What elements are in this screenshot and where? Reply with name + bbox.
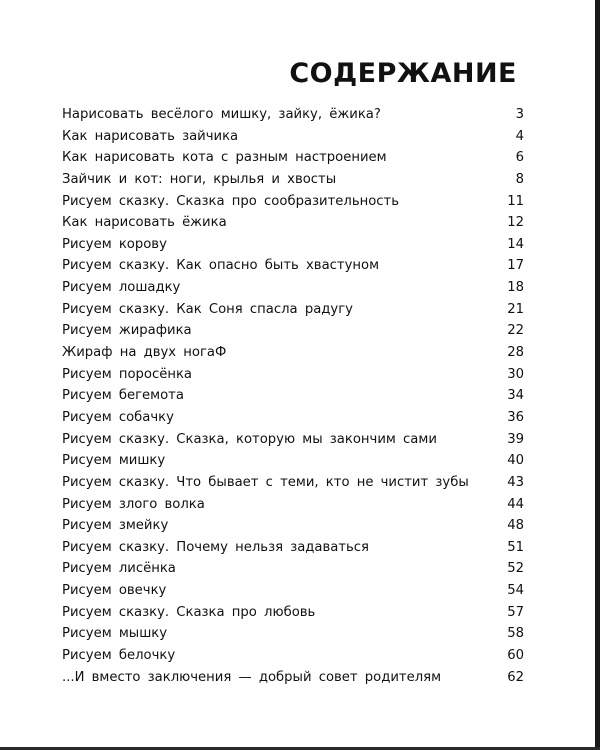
toc-entry-page-number: 28 bbox=[507, 345, 524, 361]
toc-entry-page-number: 12 bbox=[507, 215, 524, 231]
toc-entry-title: Рисуем сказку. Сказка про сообразительность bbox=[62, 193, 399, 209]
toc-entry-title: ...И вместо заключения — добрый совет родителям bbox=[62, 669, 442, 685]
toc-entry bbox=[62, 450, 524, 472]
toc-entry-title: Рисуем змейку bbox=[62, 518, 169, 534]
toc-entry-title: Рисуем сказку. Сказка про любовь bbox=[62, 604, 316, 620]
toc-entry-page-number: 30 bbox=[507, 366, 524, 382]
toc-entry bbox=[62, 147, 524, 169]
toc-entry-title: Жираф на двух ногаФ bbox=[62, 345, 227, 361]
toc-entry bbox=[62, 255, 524, 277]
toc-entry-page-number: 51 bbox=[507, 539, 524, 555]
toc-entry-title: Нарисовать весёлого мишку, зайку, ёжика? bbox=[62, 107, 381, 122]
toc-entry bbox=[62, 191, 524, 213]
toc-entry bbox=[62, 667, 524, 689]
toc-entry-page-number: 6 bbox=[515, 150, 524, 166]
toc-entry-title: Рисуем сказку. Что бывает с теми, кто не чистит зубы bbox=[62, 474, 469, 490]
toc-entry-title: Рисуем поросёнка bbox=[62, 366, 192, 382]
toc-entry bbox=[62, 277, 524, 299]
contents-heading: СОДЕРЖАНИЕ bbox=[289, 58, 517, 89]
toc-entry-title: Рисуем лошадку bbox=[62, 280, 181, 296]
toc-entry-page-number: 11 bbox=[507, 193, 524, 209]
toc-entry bbox=[62, 407, 524, 429]
toc-entry-title: Рисуем сказку. Как опасно быть хвастуном bbox=[62, 258, 380, 274]
toc-entry-title: Рисуем мышку bbox=[62, 626, 168, 642]
toc-entry bbox=[62, 580, 524, 602]
toc-entry-page-number: 54 bbox=[507, 583, 524, 599]
toc-entry bbox=[62, 234, 524, 256]
toc-entry-page-number: 4 bbox=[515, 128, 524, 144]
toc-entry-page-number: 34 bbox=[507, 388, 524, 404]
toc-entry-title: Рисуем бегемота bbox=[62, 388, 184, 404]
toc-entry-page-number: 17 bbox=[507, 258, 524, 274]
toc-entry bbox=[62, 558, 524, 580]
toc-entry bbox=[62, 126, 524, 148]
toc-entry bbox=[62, 342, 524, 364]
toc-entry-page-number: 44 bbox=[507, 496, 524, 512]
toc-entry-title: Рисуем овечку bbox=[62, 583, 167, 599]
toc-entry-page-number: 40 bbox=[507, 453, 524, 469]
toc-entry-title: Как нарисовать ёжика bbox=[62, 215, 227, 231]
toc-entry-title: Рисуем корову bbox=[62, 236, 167, 252]
toc-entry-page-number: 21 bbox=[507, 301, 524, 317]
toc-entry-title: Рисуем сказку. Как Соня спасла радугу bbox=[62, 301, 353, 317]
toc-entry bbox=[62, 472, 524, 494]
toc-entry-title: Рисуем жирафика bbox=[62, 323, 192, 339]
toc-entry bbox=[62, 385, 524, 407]
toc-entry-title: Рисуем белочку bbox=[62, 648, 176, 664]
toc-entry-title: Как нарисовать зайчика bbox=[62, 128, 239, 144]
toc-entry-page-number: 60 bbox=[507, 648, 524, 664]
toc-entry bbox=[62, 515, 524, 537]
toc-entry-title: Зайчик и кот: ноги, крылья и хвосты bbox=[62, 171, 337, 187]
toc-entry bbox=[62, 645, 524, 667]
toc-entry-page-number: 18 bbox=[507, 280, 524, 296]
toc-entry-title: Рисуем мишку bbox=[62, 453, 166, 469]
toc-entry-title: Рисуем злого волка bbox=[62, 496, 205, 512]
toc-entry bbox=[62, 320, 524, 342]
toc-entry-title: Рисуем лисёнка bbox=[62, 561, 176, 577]
toc-entry-title: Рисуем собачку bbox=[62, 409, 174, 425]
toc-entry bbox=[62, 429, 524, 451]
toc-entry bbox=[62, 364, 524, 386]
toc-entry-page-number: 39 bbox=[507, 431, 524, 447]
toc-entry-page-number: 43 bbox=[507, 474, 524, 490]
toc-entry bbox=[62, 602, 524, 624]
toc-entry-page-number: 36 bbox=[507, 409, 524, 425]
toc-entry-page-number: 3 bbox=[515, 107, 524, 122]
toc-entry bbox=[62, 494, 524, 516]
toc-entry-title: Рисуем сказку. Сказка, которую мы закончим сами bbox=[62, 431, 437, 447]
toc-entry bbox=[62, 537, 524, 559]
toc-entry bbox=[62, 104, 524, 126]
toc-entry-page-number: 48 bbox=[507, 518, 524, 534]
toc-entry bbox=[62, 299, 524, 321]
toc-entry bbox=[62, 169, 524, 191]
toc-entry-page-number: 14 bbox=[507, 236, 524, 252]
table-of-contents bbox=[62, 104, 524, 688]
toc-entry bbox=[62, 212, 524, 234]
toc-entry-page-number: 62 bbox=[507, 669, 524, 685]
toc-entry-page-number: 22 bbox=[507, 323, 524, 339]
toc-entry-page-number: 57 bbox=[507, 604, 524, 620]
toc-entry-page-number: 8 bbox=[515, 171, 524, 187]
toc-entry-title: Рисуем сказку. Почему нельзя задаваться bbox=[62, 539, 369, 555]
toc-entry-page-number: 52 bbox=[507, 561, 524, 577]
toc-entry-title: Как нарисовать кота с разным настроением bbox=[62, 150, 387, 166]
toc-entry bbox=[62, 623, 524, 645]
toc-entry-page-number: 58 bbox=[507, 626, 524, 642]
